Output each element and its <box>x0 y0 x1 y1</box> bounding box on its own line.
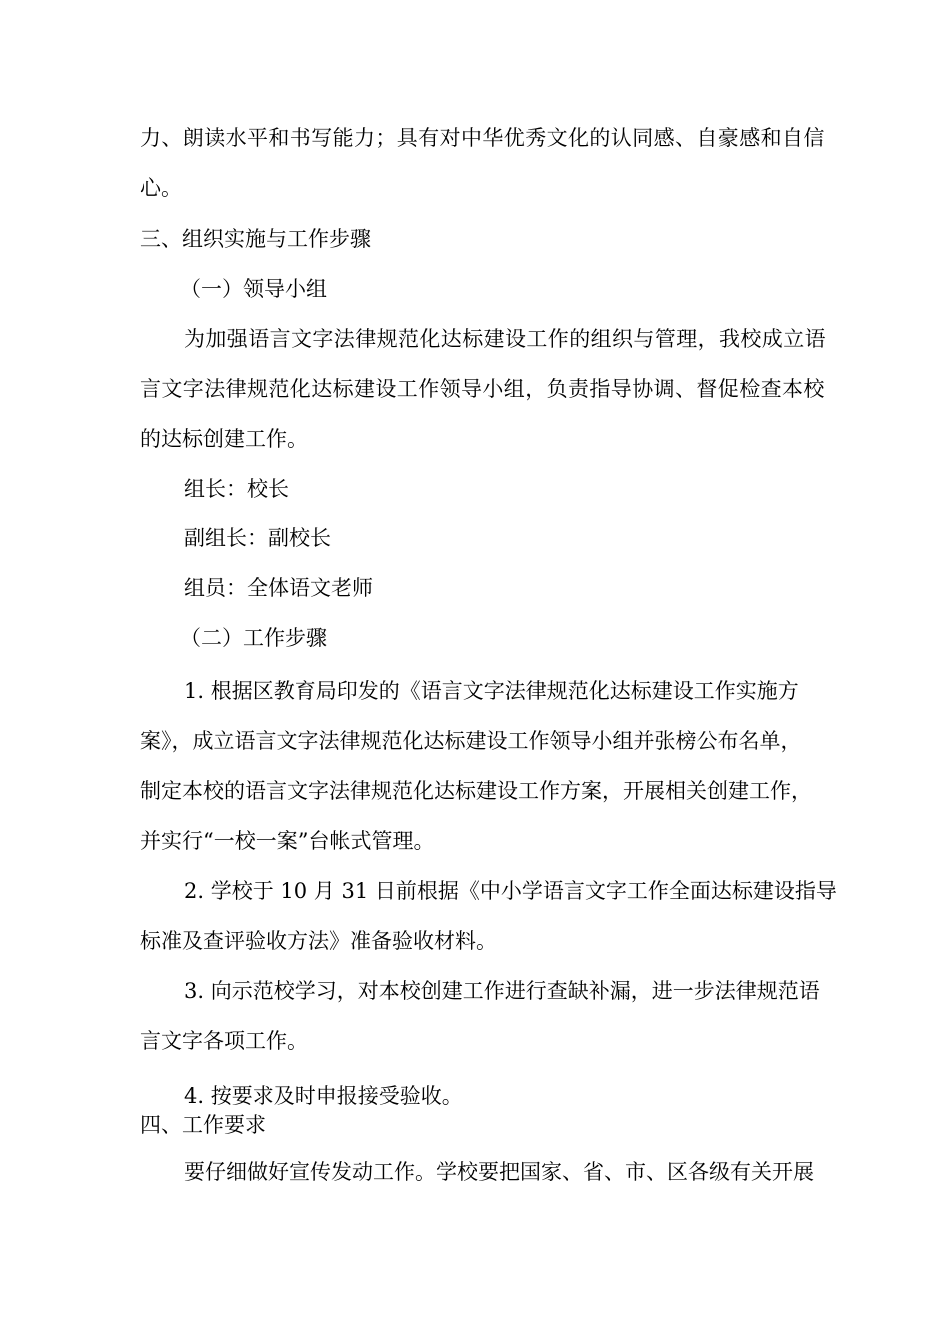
step-line: 2. 学校于 10 月 31 日前根据《中小学语言文字工作全面达标建设指导 <box>184 879 837 903</box>
members-line: 组员：全体语文老师 <box>184 576 373 600</box>
paragraph-line: 的达标创建工作。 <box>140 427 308 451</box>
subsection-heading: （二）工作步骤 <box>180 626 327 650</box>
section-heading: 三、组织实施与工作步骤 <box>140 227 371 251</box>
step-line: 标准及查评验收方法》准备验收材料。 <box>140 929 497 953</box>
paragraph-line: 言文字法律规范化达标建设工作领导小组，负责指导协调、督促检查本校 <box>140 377 825 401</box>
subsection-heading: （一）领导小组 <box>180 277 327 301</box>
step-line: 4. 按要求及时申报接受验收。 <box>184 1084 463 1108</box>
step-line: 并实行“一校一案”台帐式管理。 <box>140 829 435 853</box>
step-line: 3. 向示范校学习，对本校创建工作进行查缺补漏，进一步法律规范语 <box>184 979 820 1003</box>
paragraph-line: 要仔细做好宣传发动工作。学校要把国家、省、市、区各级有关开展 <box>184 1160 814 1184</box>
step-line: 制定本校的语言文字法律规范化达标建设工作方案，开展相关创建工作， <box>140 779 812 803</box>
paragraph-line: 心。 <box>140 176 182 200</box>
leader-line: 组长：校长 <box>184 477 289 501</box>
step-line: 言文字各项工作。 <box>140 1029 308 1053</box>
step-line: 案》，成立语言文字法律规范化达标建设工作领导小组并张榜公布名单， <box>140 729 802 753</box>
step-line: 1. 根据区教育局印发的《语言文字法律规范化达标建设工作实施方 <box>184 679 799 703</box>
vice-leader-line: 副组长：副校长 <box>184 526 331 550</box>
paragraph-line: 为加强语言文字法律规范化达标建设工作的组织与管理，我校成立语 <box>184 327 826 351</box>
paragraph-line: 力、朗读水平和书写能力；具有对中华优秀文化的认同感、自豪感和自信 <box>140 126 825 150</box>
section-heading: 四、工作要求 <box>140 1113 266 1137</box>
